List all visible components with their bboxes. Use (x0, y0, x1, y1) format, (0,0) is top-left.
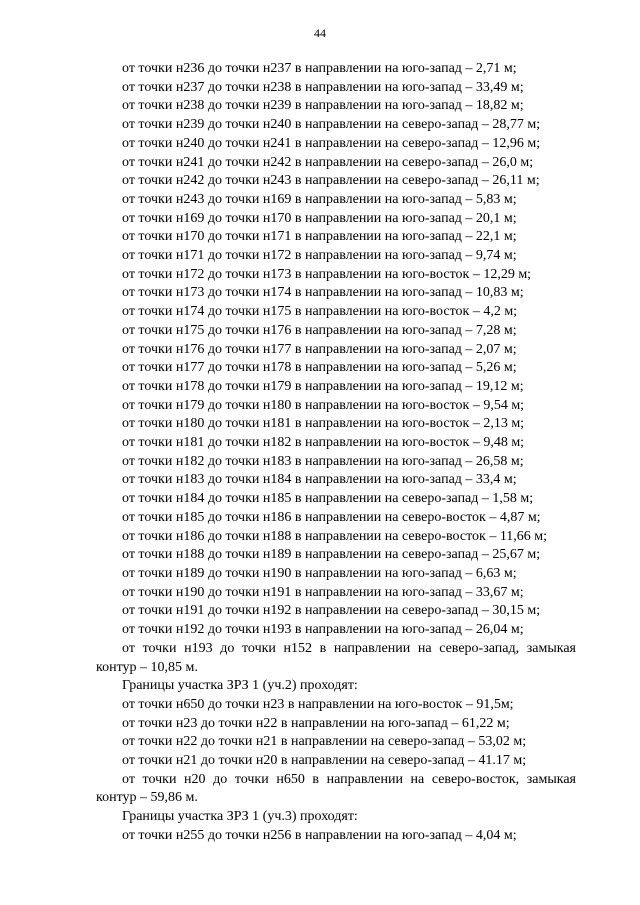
boundary-line: от точки н189 до точки н190 в направлении на юго-запад – 6,63 м; (122, 565, 517, 581)
section-heading: Границы участка ЗРЗ 1 (уч.3) проходят: (122, 809, 358, 825)
page-number: 44 (314, 26, 326, 40)
boundary-line: от точки н178 до точки н179 в направлении на юго-запад – 19,12 м; (122, 378, 524, 394)
boundary-line: от точки н186 до точки н188 в направлении на северо-восток – 11,66 м; (122, 528, 548, 544)
boundary-line: от точки н170 до точки н171 в направлении на юго-запад – 22,1 м; (122, 229, 517, 245)
boundary-line: от точки н236 до точки н237 в направлении на юго-запад – 2,71 м; (122, 61, 517, 76)
boundary-line: от точки н192 до точки н193 в направлении на юго-запад – 26,04 м; (122, 622, 524, 638)
boundary-line: от точки н23 до точки н22 в направлении на юго-запад – 61,22 м; (122, 715, 510, 731)
boundary-line: от точки н190 до точки н191 в направлении на юго-запад – 33,67 м; (122, 584, 524, 600)
boundary-line: от точки н176 до точки н177 в направлении на юго-запад – 2,07 м; (122, 341, 517, 357)
boundary-line: от точки н179 до точки н180 в направлении на юго-восток – 9,54 м; (122, 397, 525, 413)
boundary-line: от точки н171 до точки н172 в направлении на юго-запад – 9,74 м; (122, 248, 517, 264)
boundary-line: от точки н243 до точки н169 в направлении на юго-запад – 5,83 м; (122, 191, 517, 207)
boundary-line: от точки н22 до точки н21 в направлении на северо-запад – 53,02 м; (122, 734, 527, 750)
boundary-line: от точки н240 до точки н241 в направлении на северо-запад – 12,96 м; (122, 135, 541, 151)
closing-paragraph: от точки н20 до точки н650 в направлении на северо-восток, замыкая контур – 59,86 м. (96, 771, 576, 806)
boundary-line: от точки н173 до точки н174 в направлении на юго-запад – 10,83 м; (122, 285, 524, 301)
document-body (96, 60, 576, 846)
boundary-line: от точки н181 до точки н182 в направлении на юго-восток – 9,48 м; (122, 435, 525, 451)
boundary-line: от точки н185 до точки н186 в направлении на северо-восток – 4,87 м; (122, 509, 541, 525)
boundary-line: от точки н177 до точки н178 в направлении на юго-запад – 5,26 м; (122, 360, 517, 376)
closing-paragraph: от точки н193 до точки н152 в направлении на северо-запад, замыкая контур – 10,85 м. (96, 640, 576, 675)
boundary-line: от точки н175 до точки н176 в направлении на юго-запад – 7,28 м; (122, 322, 517, 338)
boundary-line: от точки н184 до точки н185 в направлении на северо-запад – 1,58 м; (122, 491, 534, 507)
boundary-line: от точки н191 до точки н192 в направлении на северо-запад – 30,15 м; (122, 603, 541, 619)
boundary-line: от точки н255 до точки н256 в направлении на юго-запад – 4,04 м; (122, 827, 517, 843)
boundary-line: от точки н182 до точки н183 в направлении на юго-запад – 26,58 м; (122, 453, 524, 469)
boundary-line: от точки н239 до точки н240 в направлении на северо-запад – 28,77 м; (122, 117, 541, 133)
boundary-line: от точки н188 до точки н189 в направлении на северо-запад – 25,67 м; (122, 547, 541, 563)
boundary-line: от точки н242 до точки н243 в направлении на северо-запад – 26,11 м; (122, 173, 540, 189)
boundary-line: от точки н650 до точки н23 в направлении на юго-восток – 91,5м; (122, 696, 514, 712)
section-heading: Границы участка ЗРЗ 1 (уч.2) проходят: (122, 678, 358, 694)
boundary-line: от точки н172 до точки н173 в направлении на юго-восток – 12,29 м; (122, 266, 532, 282)
boundary-line: от точки н174 до точки н175 в направлении на юго-восток – 4,2 м; (122, 304, 518, 320)
boundary-line: от точки н237 до точки н238 в направлении на юго-запад – 33,49 м; (122, 79, 524, 95)
boundary-line: от точки н238 до точки н239 в направлении на юго-запад – 18,82 м; (122, 98, 524, 114)
boundary-line: от точки н183 до точки н184 в направлении на юго-запад – 33,4 м; (122, 472, 517, 488)
boundary-line: от точки н241 до точки н242 в направлении на северо-запад – 26,0 м; (122, 154, 534, 170)
boundary-line: от точки н180 до точки н181 в направлении на юго-восток – 2,13 м; (122, 416, 525, 432)
boundary-line: от точки н169 до точки н170 в направлении на юго-запад – 20,1 м; (122, 210, 517, 226)
boundary-line: от точки н21 до точки н20 в направлении на северо-запад – 41.17 м; (122, 753, 527, 769)
